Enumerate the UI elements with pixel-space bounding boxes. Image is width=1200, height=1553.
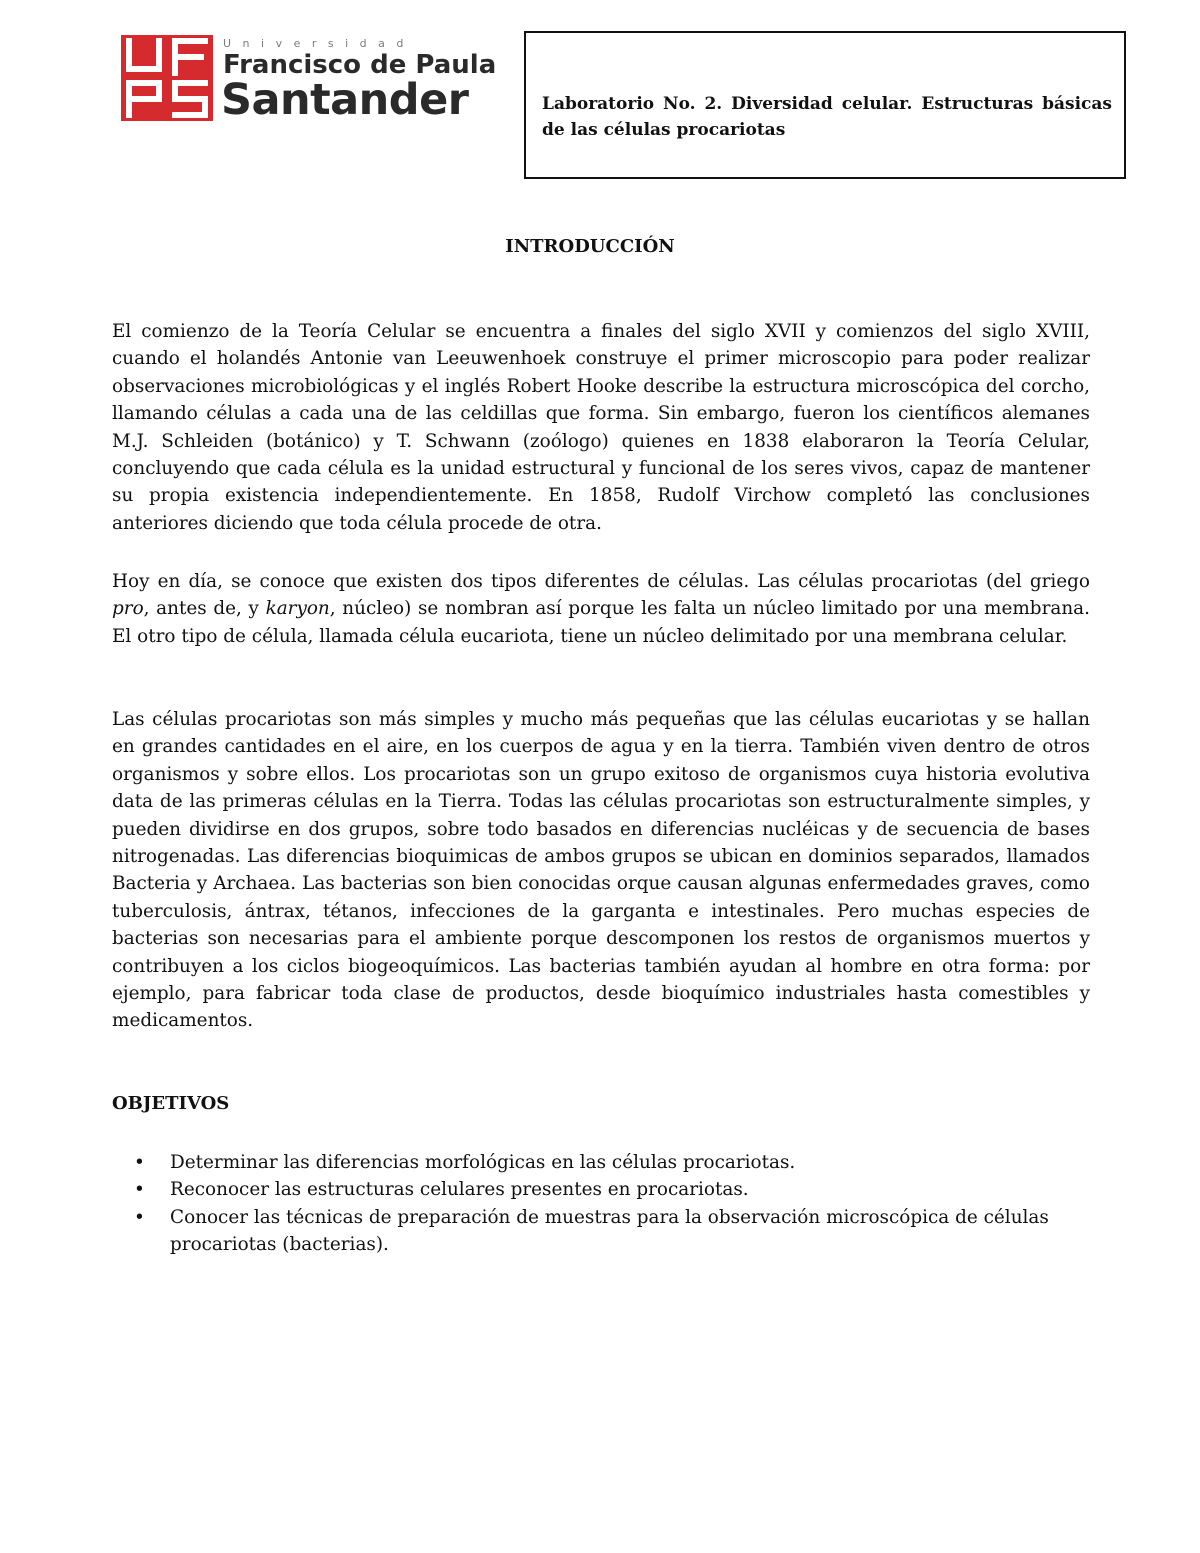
p2-text-a: Hoy en día, se conoce que existen dos tipos diferentes de células. Las células procariotas (del griego [112, 571, 1090, 592]
objetivo-text: Determinar las diferencias morfológicas en las células procariotas. [170, 1152, 796, 1173]
bullet: • [134, 1179, 145, 1201]
intro-paragraph-3: Las células procariotas son más simples y mucho más pequeñas que las células eucariotas y se hallan en grandes cantidades en el aire, en los cuerpos de agua y en la tierra. También viven dentro de otros organismos y sobre ellos. Los procariotas son un grupo exitoso de organismos cuya historia evolutiva data de las primeras células en la Tierra. Todas las células procariotas son estructuralmente simples, y pueden dividirse en dos grupos, sobre todo basados en diferencias nucléicas y de secuencia de bases nitrogenadas. Las diferencias bioquimicas de ambos grupos se ubican en dominios separados, llamados Bacteria y Archaea. Las bacterias son bien conocidas orque causan algunas enfermedades graves, como tuberculosis, ántrax, tétanos, infecciones de la garganta e intestinales. Pero muchas especies de bacterias son necesarias para el ambiente porque descomponen los restos de organismos muertos y contribuyen a los ciclos biogeoquímicos. Las bacterias también ayudan al hombre en otra forma: por ejemplo, para fabricar toda clase de productos, desde bioquímico industriales hasta comestibles y medicamentos. [112, 709, 1090, 1032]
bullet: • [134, 1206, 145, 1228]
logo-santander: Santander [221, 75, 469, 125]
university-logo [121, 35, 497, 125]
objetivos-heading: OBJETIVOS [112, 1093, 230, 1114]
list-item [112, 1204, 1112, 1259]
lab-title-box [524, 31, 1126, 179]
logo-francisco-de-paula: Francisco de Paula [223, 50, 497, 80]
logo-universidad: Universidad [223, 37, 415, 50]
objetivo-text: Conocer las técnicas de preparación de muestras para la observación microscópica de células procariotas (bacterias). [170, 1206, 1049, 1256]
objetivo-text: Reconocer las estructuras celulares presentes en procariotas. [170, 1179, 749, 1201]
objetivos-list [112, 1149, 1112, 1259]
list-item [112, 1176, 1112, 1203]
p2-pro: pro [112, 598, 144, 620]
lab-title: Laboratorio No. 2. Diversidad celular. Estructuras básicas de las células procariotas [542, 94, 1112, 140]
p2-text-c: , núcleo) se nombran así porque les falta un núcleo limitado por una membrana. El otro tipo de célula, llamada célula eucariota, tiene un núcleo delimitado por una membrana celular. [112, 598, 1090, 647]
intro-heading: INTRODUCCIÓN [505, 236, 675, 257]
bullet: • [134, 1152, 145, 1173]
p2-text-b: , antes de, y [143, 598, 266, 620]
list-item [112, 1149, 1112, 1176]
ufps-logo-mark [121, 35, 213, 121]
intro-paragraph-1: El comienzo de la Teoría Celular se encuentra a finales del siglo XVII y comienzos del siglo XVIII, cuando el holandés Antonie van Leeuwenhoek construye el primer microscopio para poder realizar observaciones microbiológicas y el inglés Robert Hooke describe la estructura microscópica del corcho, llamando células a cada una de las celdillas que forma. Sin embargo, fueron los científicos alemanes M.J. Schleiden (botánico) y T. Schwann (zoólogo) quienes en 1838 elaboraron la Teoría Celular, concluyendo que cada célula es la unidad estructural y funcional de los seres vivos, capaz de mantener su propia existencia independientemente. En 1858, Rudolf Virchow completó las conclusiones anteriores diciendo que toda célula procede de otra. [112, 321, 1090, 534]
logo-wordmark [221, 35, 497, 125]
intro-paragraph-2 [112, 568, 1090, 650]
p2-karyon: karyon [265, 598, 330, 620]
